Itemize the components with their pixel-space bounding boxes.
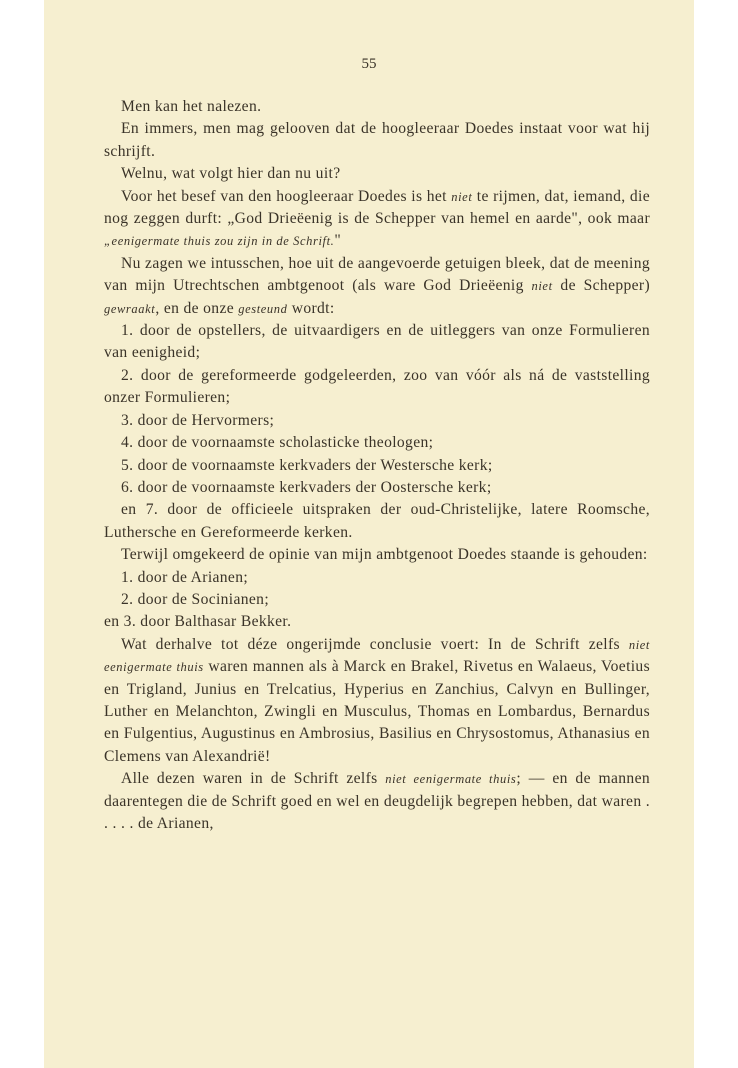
italic-run: niet eenigermate thuis	[385, 772, 517, 787]
list-item: 1. door de Arianen;	[121, 568, 249, 586]
list-item: 2. door de gereformeerde godgeleerden, zoo van vóór als ná de vaststelling onzer Formulieren;	[104, 366, 650, 407]
italic-run: „eenigermate thuis zou zijn in de Schrift.	[104, 234, 335, 249]
paragraph	[104, 118, 650, 163]
text-run: Welnu, wat volgt hier dan nu uit?	[121, 165, 341, 183]
body-text	[104, 96, 650, 835]
paragraph	[104, 163, 650, 185]
text-run: de Schepper)	[552, 277, 650, 295]
text-run: te rijmen, dat, iemand, die nog zeggen durft: „God Drieëenig is de Schepper van hemel en aarde", ook maar	[104, 187, 651, 228]
list-item: 5. door de voornaamste kerkvaders der Westersche kerk;	[121, 456, 493, 474]
paragraph	[104, 186, 650, 253]
text-run: waren mannen als à Marck en Brakel, Rivetus en Walaeus, Voetius en Trigland, Junius en Trelcatius, Hyperius en Zanchius, Calvyn en Bullinger, Luther en Melanchton, Zwingli en Musculus, Thomas en Lombardus, Bernardus en Fulgentius, Augustinus en Ambrosius, Basilius en Chrysostomus, Athanasius en Clemens van Alexandrië!	[104, 658, 650, 765]
list-item: en 3. door Balthasar Bekker.	[104, 613, 292, 631]
paragraph	[104, 253, 650, 320]
text-run: Terwijl omgekeerd de opinie van mijn ambtgenoot Doedes staande is gehouden:	[121, 546, 648, 564]
paragraph	[104, 634, 650, 768]
text-run: Nu zagen we intusschen, hoe uit de aangevoerde getuigen bleek, dat de meening van mijn Utrechtschen ambtgenoot (als ware God Drieëenig	[104, 254, 650, 295]
list-item: 6. door de voornaamste kerkvaders der Oostersche kerk;	[121, 478, 492, 496]
text-run: wordt:	[287, 299, 335, 317]
italic-run: niet	[451, 189, 473, 204]
text-run: ; — en de mannen daarentegen die de Schrift goed en wel en deugdelijk begrepen hebben, dat waren . . . . . de Arianen,	[104, 770, 650, 832]
text-run: En immers, men mag gelooven dat de hoogleeraar Doedes instaat voor wat hij schrijft.	[104, 120, 650, 160]
page-number: 55	[361, 56, 377, 72]
text-run: Men kan het nalezen.	[121, 98, 262, 115]
paragraph	[104, 768, 650, 835]
text-run: Voor het besef van den hoogleeraar Doedes is het	[121, 187, 452, 205]
list-item: 1. door de opstellers, de uitvaardigers en de uitleggers van onze Formulieren van eenigheid;	[104, 322, 650, 362]
text-run: "	[334, 232, 342, 250]
paragraph	[104, 96, 650, 118]
italic-run: gesteund	[238, 301, 288, 316]
text-run: Wat derhalve tot déze ongerijmde conclusie voert: In de Schrift zelfs	[121, 635, 629, 653]
list-item: 4. door de voornaamste scholasticke theologen;	[121, 434, 434, 452]
book-page	[44, 0, 694, 1068]
list-item: en 7. door de officieele uitspraken der oud-Christelijke, latere Roomsche, Luthersche en Gereformeerde kerken.	[104, 501, 650, 541]
italic-run: niet	[531, 279, 553, 294]
text-run: , en de onze	[155, 299, 239, 317]
list-item: 2. door de Socinianen;	[121, 590, 270, 608]
italic-run: gewraakt	[104, 301, 156, 316]
list-item: 3. door de Hervormers;	[121, 411, 275, 429]
paragraph	[104, 544, 650, 566]
italic-run: niet eenigermate thuis	[104, 637, 650, 675]
text-run: Alle dezen waren in de Schrift zelfs	[121, 770, 386, 788]
